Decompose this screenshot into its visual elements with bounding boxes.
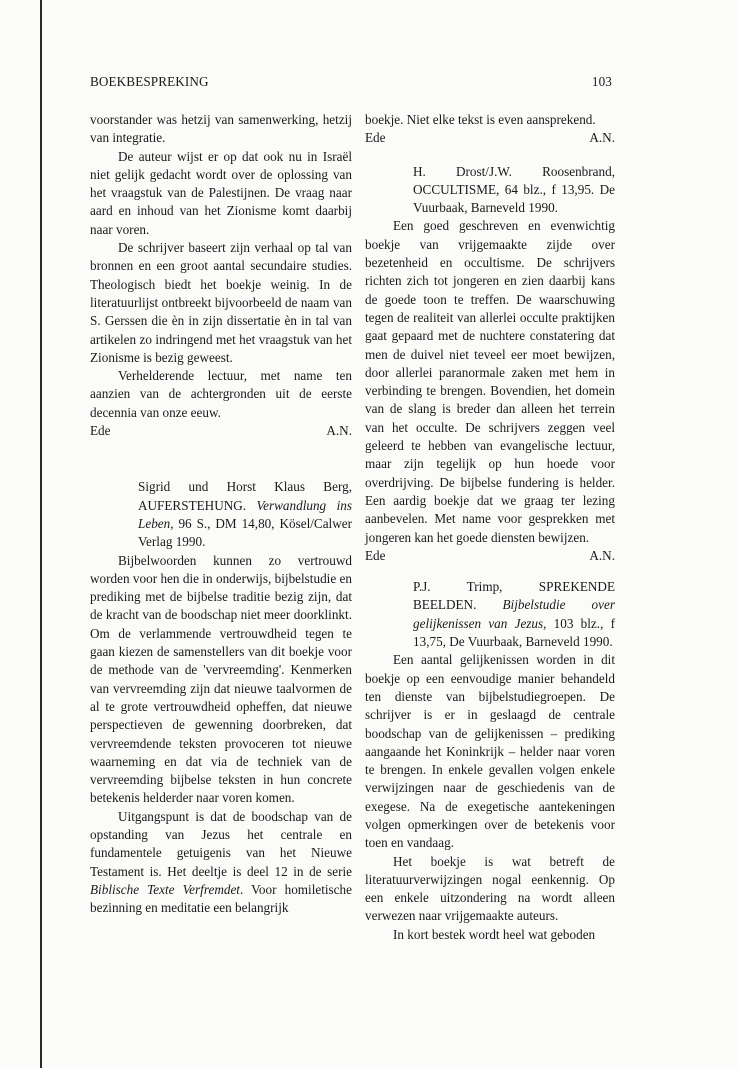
series-title: Biblische Texte Verfremdet (90, 881, 240, 897)
paragraph: De auteur wijst er op dat ook nu in Israël niet gelijk gedacht wordt over de oplossing van het vraagstuk van de Palestijnen. De vraag naar aard en inhoud van het Zionisme komt daarbij naar voren. (90, 148, 352, 237)
signature-place: Ede (90, 423, 111, 439)
running-head (90, 74, 612, 90)
running-head-title: BOEKBESPREKING (90, 74, 209, 89)
paragraph (90, 808, 352, 918)
page-number: 103 (591, 74, 612, 89)
paragraph: De schrijver baseert zijn verhaal op tal van bronnen en een groot aantal secundaire studies. Theologisch biedt het boekje weinig. In de literatuurlijst ontbreekt bijvoorbeeld de naam van S. Gerssen die èn in zijn dissertatie èn in tal van artikelen zo indringend met het vraagstuk van het Zionisme is bezig geweest. (90, 240, 352, 365)
paragraph: Een aantal gelijkenissen worden in dit boekje op een eenvoudige manier behandeld ten dienste van bijbelstudiegroepen. De schrijver is er in geslaagd de centrale boodschap van de gelijkenissen – prediking aangaande het Koninkrijk – helder naar voren te brengen. In enkele gevallen volgen enkele verwijzingen naar de geschiedenis van de exegese. Na de exegetische aantekeningen volgen opmerkingen over de betekenis voor toen en vandaag. (365, 652, 615, 851)
right-column (365, 111, 615, 944)
review-signature (365, 547, 615, 565)
paragraph-text: Uitgangspunt is dat de boodschap van de opstanding van Jezus het centrale en fundamentele getuigenis van het Nieuwe Testament is. Het deeltje is deel 12 in de serie (90, 808, 352, 879)
bib-authors: P.J. Trimp, SPREKENDE BEELDEN. (413, 579, 615, 613)
signature-initials: A.N. (589, 547, 615, 563)
paragraph: voorstander was hetzij van samenwerking, hetzij van integratie. (90, 112, 352, 146)
review-signature (90, 422, 352, 440)
left-column (90, 111, 352, 917)
paragraph: Verhelderende lectuur, met name ten aanzien van de achtergronden uit de eerste decennia van onze eeuw. (90, 368, 352, 420)
bib-title: Bijbelstudie over gelijkenissen van Jezus (413, 597, 615, 631)
signature-place: Ede (365, 130, 386, 146)
bib-title: Verwandlung ins Leben (138, 497, 352, 531)
bib-details: , 103 blz., f 13,75, De Vuurbaak, Barneveld 1990. (413, 615, 615, 650)
paragraph-text: . Voor homiletische bezinning en meditatie een belangrijk (90, 881, 352, 916)
paragraph: Een goed geschreven en evenwichtig boekje van vrijgemaakte zijde over bezetenheid en occultisme. De schrijvers richten zich tot jongeren en zien daarbij kans de goede toon te treffen. De waarschuwing tegen de realiteit van allerlei occulte praktijken gaat gepaard met de nuchtere constatering dat men de duivel niet teveel eer moet bewijzen, door allerlei paranormale zaken met hem in verbinding te brengen. Bovendien, het domein van de slang is breder dan alleen het terrein van het occulte. De schrijvers zeggen veel geleerd te hebben van evangelische lectuur, maar zijn tegelijk op hun hoede voor overdrijving. De bijbelse fundering is helder. Een aardig boekje dat we graag ter lezing aanbevelen. Met name voor gesprekken met jongeren kan het goede diensten bewijzen. (365, 218, 615, 545)
bibliographic-entry (365, 578, 615, 651)
bib-details: , 96 S., DM 14,80, Kösel/Calwer Verlag 1990. (138, 515, 352, 550)
bib-authors: Sigrid und Horst Klaus Berg, AUFERSTEHUNG. (138, 479, 352, 513)
signature-place: Ede (365, 547, 386, 563)
bibliographic-entry: H. Drost/J.W. Roosenbrand, OCCULTISME, 64 blz., f 13,95. De Vuurbaak, Barneveld 1990. (413, 163, 615, 216)
paragraph: Het boekje is wat betreft de literatuurverwijzingen nogal eenkennig. Op een enkele uitzondering na wordt alleen verwezen naar vrijgemaakte auteurs. (365, 853, 615, 924)
page-spine-edge (40, 0, 42, 1068)
paragraph: boekje. Niet elke tekst is even aansprekend. (365, 112, 596, 127)
review-signature (365, 129, 615, 147)
signature-initials: A.N. (326, 423, 352, 439)
signature-initials: A.N. (589, 130, 615, 146)
paragraph: In kort bestek wordt heel wat geboden (393, 926, 596, 942)
bibliographic-entry (90, 478, 352, 551)
paragraph: Bijbelwoorden kunnen zo vertrouwd worden voor hen die in onderwijs, bijbelstudie en prediking met de bijbelse traditie bezig zijn, dat de kracht van de boodschap niet meer doorklinkt. Om de verlammende vertrouwdheid tegen te gaan kiezen de samenstellers van dit boekje voor de methode van de 'vervreemding'. Kenmerken van vervreemding zijn dat nieuwe taalvormen de al te grote vertrouwdheid opheffen, dat nieuwe perspectieven de gewenning doorbreken, dat vervreemdende teksten provoceren tot nieuwe waarneming en dat via de techniek van de vervreemding bijbelse teksten in hun concrete betekenis helderder naar voren komen. (90, 552, 352, 806)
